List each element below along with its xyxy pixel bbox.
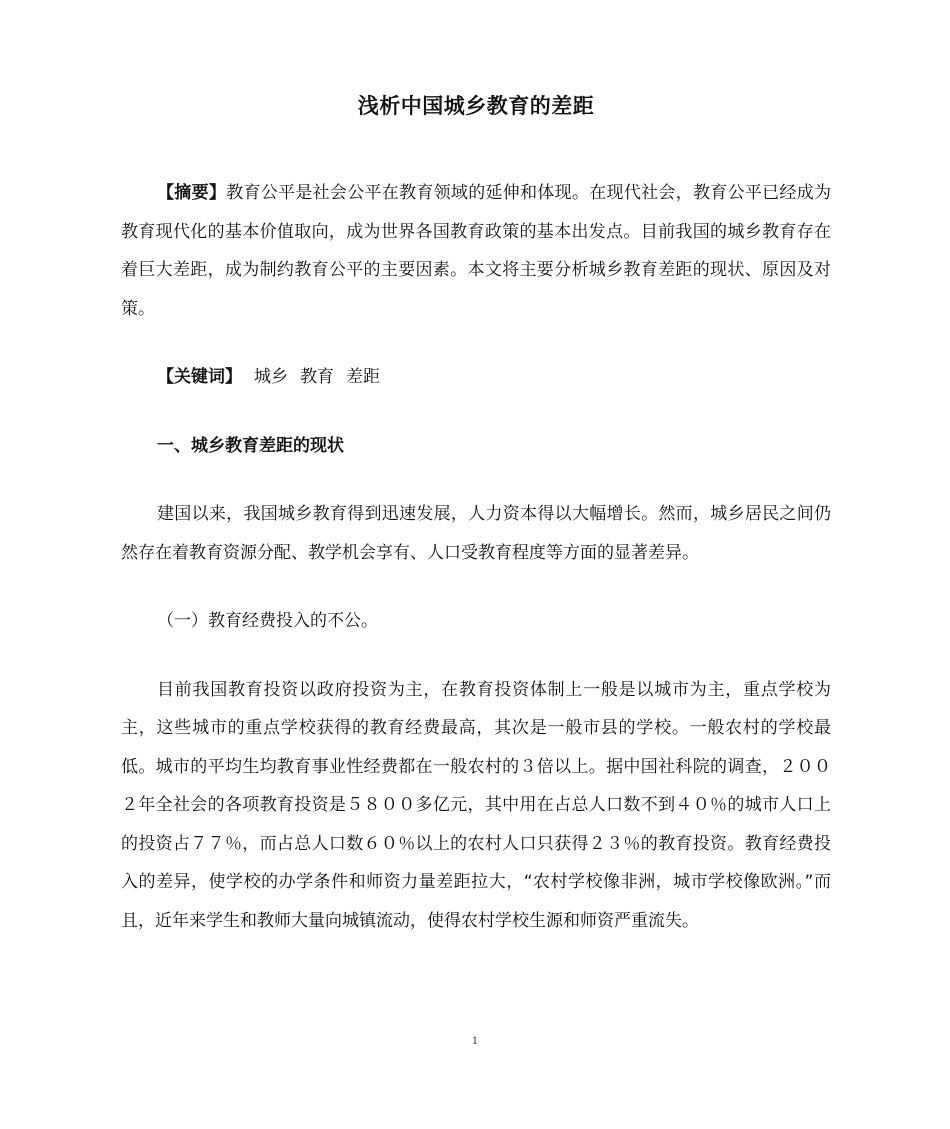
spacer <box>121 397 831 427</box>
spacer <box>121 328 831 358</box>
document-body <box>121 90 831 940</box>
subsection-body-paragraph: 目前我国教育投资以政府投资为主，在教育投资体制上一般是以城市为主，重点学校为主，这些城市的重点学校获得的教育经费最高，其次是一般市县的学校。一般农村的学校最低。城市的平均生均教育事业性经费都在一般农村的３倍以上。据中国社科院的调查，２００２年全社会的各项教育投资是５８００多亿元，其中用在占总人口数不到４０％的城市人口上的投资占７７％，而占总人口数６０％以上的农村人口只获得２３％的教育投资。教育经费投入的差异，使学校的办学条件和师资力量差距拉大，“农村学校像非洲，城市学校像欧洲。”而且，近年来学生和教师大量向城镇流动，使得农村学校生源和师资严重流失。 <box>121 679 831 931</box>
page-number: 1 <box>471 1036 479 1047</box>
abstract-paragraph <box>121 174 831 328</box>
subsection-heading: （一）教育经费投入的不公。 <box>157 611 378 631</box>
spacer <box>121 572 831 602</box>
keyword-item: 教育 <box>300 367 334 387</box>
section-intro-paragraph: 建国以来，我国城乡教育得到迅速发展，人力资本得以大幅增长。然而，城乡居民之间仍然存在着教育资源分配、教学机会享有、人口受教育程度等方面的显著差异。 <box>121 504 831 563</box>
keyword-item: 差距 <box>346 367 380 387</box>
document-title: 浅析中国城乡教育的差距 <box>357 94 595 118</box>
section-heading: 一、城乡教育差距的现状 <box>157 435 344 456</box>
abstract-text: 教育公平是社会公平在教育领域的延伸和体现。在现代社会，教育公平已经成为教育现代化的基本价值取向，成为世界各国教育政策的基本出发点。目前我国的城乡教育存在着巨大差距，成为制约教育公平的主要因素。本文将主要分析城乡教育差距的现状、原因及对策。 <box>121 183 832 319</box>
keywords-paragraph <box>121 358 831 397</box>
keyword-item: 城乡 <box>254 367 288 387</box>
keywords-label: 【关键词】 <box>157 367 242 387</box>
spacer <box>121 465 831 495</box>
spacer <box>121 641 831 671</box>
abstract-label: 【摘要】 <box>157 183 227 203</box>
